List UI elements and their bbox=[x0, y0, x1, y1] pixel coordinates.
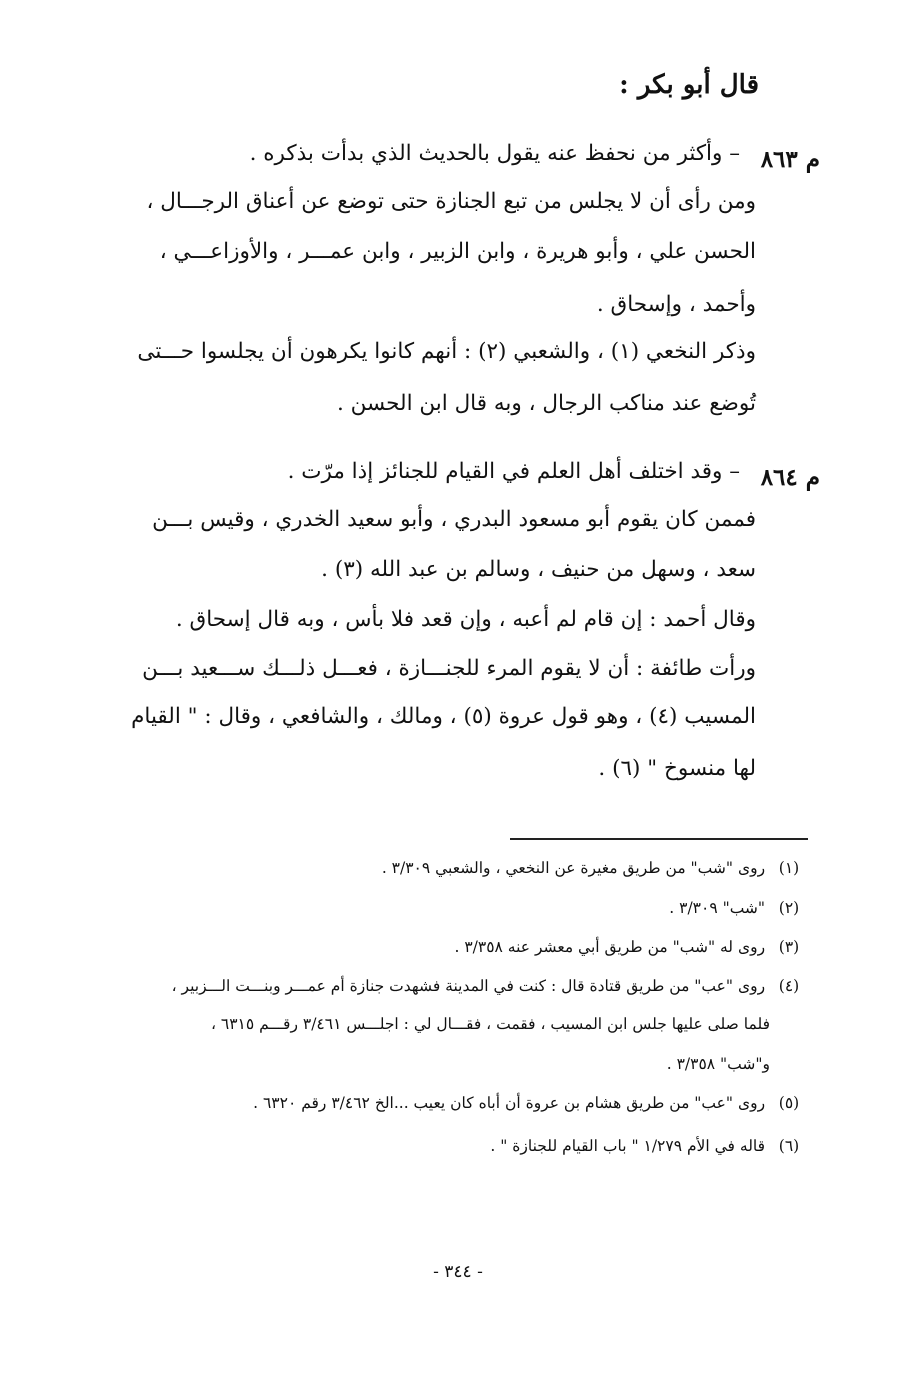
footnote-continuation: و"شب" ٣/٣٥٨ . bbox=[666, 1055, 770, 1073]
entry-text-line: – وقد اختلف أهل العلم في القيام للجنائز إذا مرّت . bbox=[287, 459, 740, 484]
section-heading: قال أبو بكر : bbox=[619, 70, 759, 100]
entry-text-line: فممن كان يقوم أبو مسعود البدري ، وأبو سعيد الخدري ، وقيس بـــن bbox=[152, 507, 756, 532]
entry-text-line: ورأت طائفة : أن لا يقوم المرء للجنـــازة ، فعـــل ذلـــك ســـعيد بـــن bbox=[142, 656, 756, 681]
footnote-text: روى "شب" من طريق مغيرة عن النخعي ، والشعبي ٣/٣٠٩ . bbox=[381, 859, 766, 877]
entry-number: م ٨٦٣ bbox=[760, 146, 820, 173]
footnote-text: روى "عب" من طريق هشام بن عروة أن أباه كان يعيب ...الخ ٣/٤٦٢ رقم ٦٣٢٠ . bbox=[253, 1094, 766, 1112]
entry-text-line: ومن رأى أن لا يجلس من تبع الجنازة حتى توضع عن أعناق الرجـــال ، bbox=[146, 189, 756, 214]
footnote-text: "شب" ٣/٣٠٩ . bbox=[669, 899, 766, 917]
footnote bbox=[253, 1094, 808, 1112]
footnote bbox=[669, 899, 808, 917]
footnote-text: روى "عب" من طريق قتادة قال : كنت في المدينة فشهدت جنازة أم عمـــر وبنـــت الـــزبير ، bbox=[171, 977, 766, 995]
footnote-number: (٤) bbox=[778, 977, 800, 995]
footnote-number: (٥) bbox=[778, 1094, 800, 1112]
footnote bbox=[454, 938, 808, 956]
footnote-number: (٦) bbox=[778, 1137, 800, 1155]
footnote-number: (٣) bbox=[778, 938, 800, 956]
entry-text-line: الحسن علي ، وأبو هريرة ، وابن الزبير ، وابن عمـــر ، والأوزاعـــي ، bbox=[159, 239, 756, 264]
footnote-separator bbox=[510, 838, 808, 840]
entry-text-line: لها منسوخ " (٦) . bbox=[598, 756, 756, 781]
footnote-number: (١) bbox=[778, 859, 800, 877]
entry-text-line: وأحمد ، وإسحاق . bbox=[596, 292, 756, 317]
footnote-text: قاله في الأم ١/٢٧٩ " باب القيام للجنازة " . bbox=[490, 1137, 766, 1155]
page-number: - ٣٤٤ - bbox=[433, 1262, 483, 1282]
footnote-number: (٢) bbox=[778, 899, 800, 917]
entry-text-line: تُوضع عند مناكب الرجال ، وبه قال ابن الحسن . bbox=[336, 391, 756, 416]
entry-text-line: سعد ، وسهل من حنيف ، وسالم بن عبد الله (٣) . bbox=[321, 557, 756, 582]
entry-text-line: وقال أحمد : إن قام لم أعبه ، وإن قعد فلا بأس ، وبه قال إسحاق . bbox=[175, 607, 756, 632]
footnote bbox=[172, 977, 808, 995]
entry-text-line: المسيب (٤) ، وهو قول عروة (٥) ، ومالك ، والشافعي ، وقال : " القيام bbox=[131, 704, 756, 729]
footnote-continuation: فلما صلى عليها جلس ابن المسيب ، فقمت ، فقـــال لي : اجلـــس ٣/٤٦١ رقـــم ٦٣١٥ ، bbox=[210, 1015, 770, 1033]
entry-text-line: وذكر النخعي (١) ، والشعبي (٢) : أنهم كانوا يكرهون أن يجلسوا حـــتى bbox=[137, 339, 756, 364]
entry-text-line: – وأكثر من نحفظ عنه يقول بالحديث الذي بدأت بذكره . bbox=[249, 141, 740, 166]
footnote-text: روى له "شب" من طريق أبي معشر عنه ٣/٣٥٨ . bbox=[454, 938, 766, 956]
footnote bbox=[382, 859, 808, 877]
entry-number: م ٨٦٤ bbox=[760, 464, 820, 491]
footnote bbox=[490, 1137, 808, 1155]
